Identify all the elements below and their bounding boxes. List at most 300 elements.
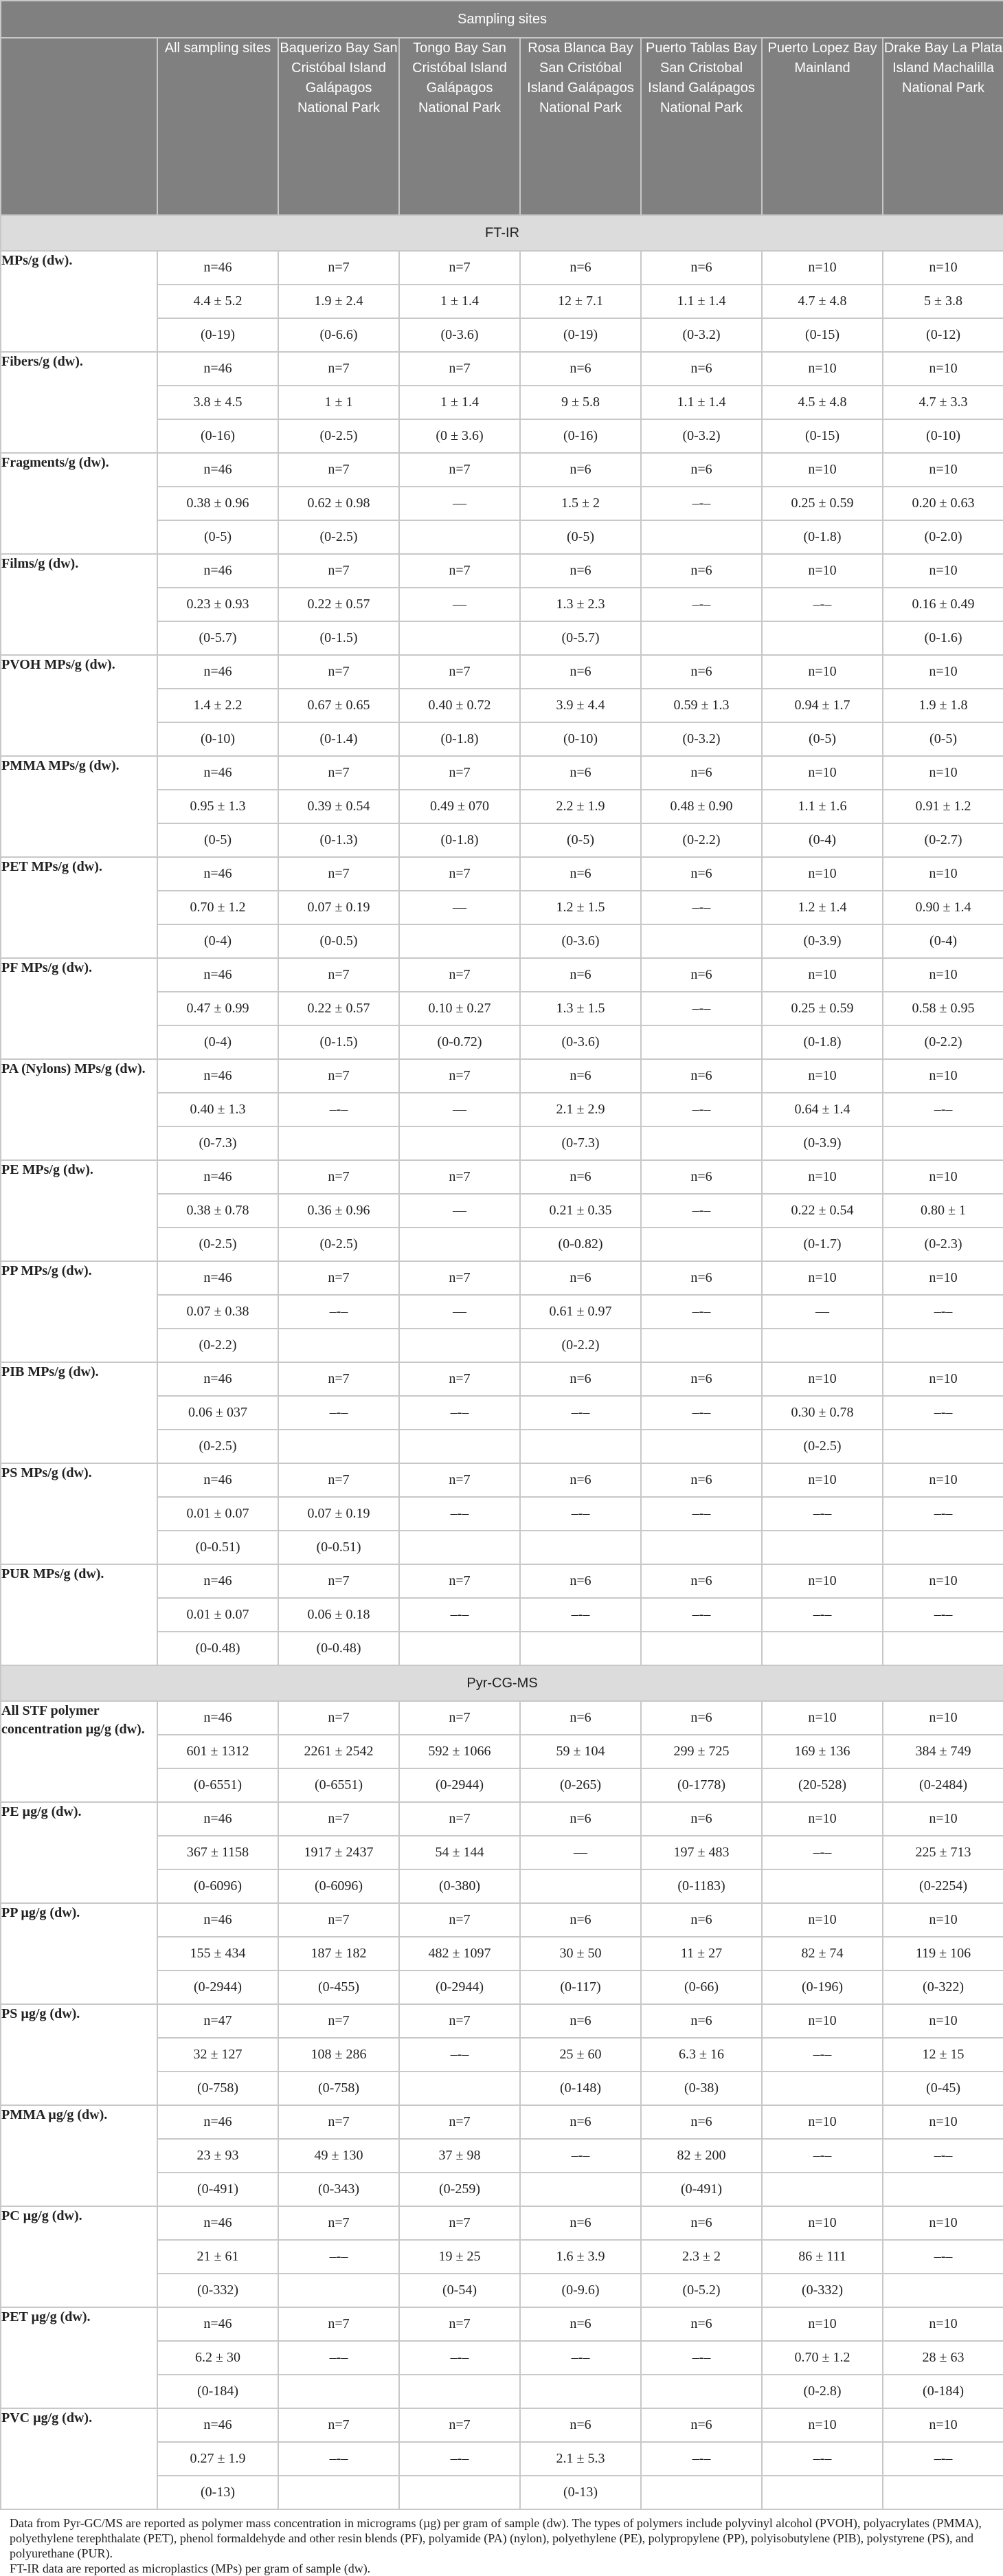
range-cell: (0-3.9)	[762, 1126, 883, 1160]
mean-sd-cell: 0.07 ± 0.19	[278, 1497, 399, 1531]
range-cell: (0-1.8)	[399, 722, 520, 756]
sample-count-cell: n=46	[157, 958, 278, 992]
sample-count-cell: n=7	[278, 756, 399, 790]
row-label: PUR MPs/g (dw).	[1, 1564, 157, 1665]
range-cell	[278, 2476, 399, 2509]
sample-count-cell: n=46	[157, 1160, 278, 1194]
sample-count-cell: n=6	[520, 453, 641, 487]
sample-count-cell: n=7	[399, 1362, 520, 1396]
mean-sd-cell: –-–	[520, 2341, 641, 2375]
range-cell: (0-9.6)	[520, 2274, 641, 2307]
range-cell	[520, 2375, 641, 2408]
sample-count-cell: n=7	[399, 1261, 520, 1295]
sample-count-cell: n=10	[883, 1903, 1003, 1937]
sample-count-cell: n=6	[641, 1059, 762, 1093]
mean-sd-cell: 592 ± 1066	[399, 1735, 520, 1768]
sample-count-cell: n=7	[399, 2206, 520, 2240]
range-cell	[399, 1329, 520, 1362]
range-cell: (0-3.6)	[520, 1025, 641, 1059]
sample-count-cell: n=46	[157, 1701, 278, 1735]
table-row	[1, 1564, 1003, 1598]
mean-sd-cell: 0.91 ± 1.2	[883, 790, 1003, 823]
range-cell: (0-380)	[399, 1869, 520, 1903]
mean-sd-cell: 0.58 ± 0.95	[883, 992, 1003, 1025]
mean-sd-cell: –-–	[520, 1497, 641, 1531]
range-cell	[399, 924, 520, 958]
mean-sd-cell: 6.3 ± 16	[641, 2038, 762, 2072]
mean-sd-cell: –-–	[641, 2442, 762, 2476]
mean-sd-cell: –-–	[641, 1396, 762, 1430]
range-cell	[641, 1228, 762, 1261]
sample-count-cell: n=10	[883, 655, 1003, 689]
range-cell	[641, 1025, 762, 1059]
range-cell: (0-4)	[157, 1025, 278, 1059]
range-cell	[762, 1869, 883, 1903]
range-cell	[399, 520, 520, 554]
sample-count-cell: n=46	[157, 2307, 278, 2341]
range-cell: (0-4)	[883, 924, 1003, 958]
mean-sd-cell: 108 ± 286	[278, 2038, 399, 2072]
mean-sd-cell: 119 ± 106	[883, 1937, 1003, 1970]
sample-count-cell: n=10	[883, 2105, 1003, 2139]
mean-sd-cell: 0.95 ± 1.3	[157, 790, 278, 823]
sample-count-cell: n=6	[520, 1701, 641, 1735]
mean-sd-cell: —	[399, 588, 520, 621]
mean-sd-cell: –-–	[641, 2341, 762, 2375]
sample-count-cell: n=10	[762, 2408, 883, 2442]
table-footnotes	[0, 2510, 1003, 2576]
mean-sd-cell: 4.7 ± 3.3	[883, 386, 1003, 419]
row-label: All STF polymer concentration µg/g (dw).	[1, 1701, 157, 1802]
range-cell: (0-6096)	[157, 1869, 278, 1903]
range-cell: (0-1.8)	[399, 823, 520, 857]
section-title: FT-IR	[1, 215, 1003, 251]
sample-count-cell: n=7	[278, 554, 399, 588]
range-cell: (0-0.5)	[278, 924, 399, 958]
table-row	[1, 1160, 1003, 1194]
mean-sd-cell: 12 ± 15	[883, 2038, 1003, 2072]
range-cell: (0-3.2)	[641, 419, 762, 453]
sample-count-cell: n=46	[157, 1903, 278, 1937]
sample-count-cell: n=6	[641, 1160, 762, 1194]
row-label: PA (Nylons) MPs/g (dw).	[1, 1059, 157, 1160]
table-row	[1, 2307, 1003, 2341]
row-label: PP µg/g (dw).	[1, 1903, 157, 2004]
range-cell: (0-3.2)	[641, 722, 762, 756]
mean-sd-cell: 82 ± 74	[762, 1937, 883, 1970]
mean-sd-cell: 5 ± 3.8	[883, 285, 1003, 318]
column-header-row	[1, 38, 1003, 215]
mean-sd-cell: 0.10 ± 0.27	[399, 992, 520, 1025]
range-cell	[641, 1126, 762, 1160]
sample-count-cell: n=10	[883, 857, 1003, 891]
range-cell: (0-184)	[157, 2375, 278, 2408]
mean-sd-cell: 0.22 ± 0.57	[278, 588, 399, 621]
range-cell: (0-19)	[157, 318, 278, 352]
table-row	[1, 251, 1003, 285]
range-cell: (0-117)	[520, 1970, 641, 2004]
table-row	[1, 1059, 1003, 1093]
sample-count-cell: n=10	[883, 2307, 1003, 2341]
range-cell: (0-7.3)	[520, 1126, 641, 1160]
mean-sd-cell: 11 ± 27	[641, 1937, 762, 1970]
range-cell	[762, 2476, 883, 2509]
range-cell: (0-4)	[157, 924, 278, 958]
sample-count-cell: n=46	[157, 2408, 278, 2442]
mean-sd-cell: 1.2 ± 1.4	[762, 891, 883, 924]
sample-count-cell: n=10	[762, 1701, 883, 1735]
sample-count-cell: n=46	[157, 1261, 278, 1295]
range-cell: (0-184)	[883, 2375, 1003, 2408]
sample-count-cell: n=7	[399, 1903, 520, 1937]
row-label: PET µg/g (dw).	[1, 2307, 157, 2408]
sample-count-cell: n=10	[883, 352, 1003, 386]
sample-count-cell: n=6	[641, 1802, 762, 1836]
mean-sd-cell: 1.1 ± 1.4	[641, 386, 762, 419]
mean-sd-cell: 0.38 ± 0.96	[157, 487, 278, 520]
sample-count-cell: n=10	[762, 352, 883, 386]
mean-sd-cell: –-–	[641, 1497, 762, 1531]
range-cell: (0-2.5)	[762, 1430, 883, 1463]
table-header	[1, 1, 1003, 215]
mean-sd-cell: –-–	[762, 2139, 883, 2173]
sample-count-cell: n=46	[157, 251, 278, 285]
sample-count-cell: n=10	[762, 756, 883, 790]
range-cell: (0-2.2)	[520, 1329, 641, 1362]
range-cell	[762, 1531, 883, 1564]
sample-count-cell: n=10	[762, 2004, 883, 2038]
range-cell: (0-1.3)	[278, 823, 399, 857]
mean-sd-cell: 0.01 ± 0.07	[157, 1497, 278, 1531]
row-label: Fragments/g (dw).	[1, 453, 157, 554]
sample-count-cell: n=6	[520, 2105, 641, 2139]
sample-count-cell: n=10	[762, 1261, 883, 1295]
mean-sd-cell: 1.3 ± 1.5	[520, 992, 641, 1025]
mean-sd-cell: 1 ± 1.4	[399, 285, 520, 318]
range-cell	[399, 621, 520, 655]
sample-count-cell: n=6	[520, 1564, 641, 1598]
mean-sd-cell: 0.70 ± 1.2	[157, 891, 278, 924]
mean-sd-cell: –-–	[641, 1093, 762, 1126]
mean-sd-cell: 19 ± 25	[399, 2240, 520, 2274]
mean-sd-cell: 1.2 ± 1.5	[520, 891, 641, 924]
mean-sd-cell: –-–	[278, 1396, 399, 1430]
sample-count-cell: n=6	[641, 2004, 762, 2038]
range-cell: (0-66)	[641, 1970, 762, 2004]
mean-sd-cell: 3.8 ± 4.5	[157, 386, 278, 419]
footnote: Data from Pyr-GC/MS are reported as polymer mass concentration in micrograms (µg) per gram of sample (dw). The types of polymers include polyvinyl alcohol (PVOH), polyacrylates (PMMA), polyethylene terephthalate (PET), phenol formaldehyde and other resin blends (PF), polyamide (PA) (nylon), polyethylene (PE), polypropylene (PP), polyisobutylene (PIB), polystyrene (PS), and polyurethane (PUR).	[10, 2516, 982, 2560]
sample-count-cell: n=6	[520, 1261, 641, 1295]
column-header: Baquerizo Bay San Cristóbal Island Galápagos National Park	[278, 38, 399, 215]
sample-count-cell: n=10	[883, 2004, 1003, 2038]
sample-count-cell: n=10	[762, 1564, 883, 1598]
sample-count-cell: n=10	[762, 958, 883, 992]
range-cell: (0-1.8)	[762, 520, 883, 554]
range-cell	[641, 1329, 762, 1362]
row-label: PMMA µg/g (dw).	[1, 2105, 157, 2206]
range-cell	[883, 1531, 1003, 1564]
sample-count-cell: n=7	[399, 958, 520, 992]
mean-sd-cell: 0.25 ± 0.59	[762, 992, 883, 1025]
sample-count-cell: n=46	[157, 352, 278, 386]
mean-sd-cell: 86 ± 111	[762, 2240, 883, 2274]
range-cell	[399, 1632, 520, 1665]
mean-sd-cell: 601 ± 1312	[157, 1735, 278, 1768]
range-cell	[762, 621, 883, 655]
range-cell	[520, 1430, 641, 1463]
sample-count-cell: n=7	[399, 2105, 520, 2139]
mean-sd-cell: –-–	[883, 1396, 1003, 1430]
range-cell	[883, 2173, 1003, 2206]
range-cell: (0-5)	[520, 823, 641, 857]
mean-sd-cell: –-–	[762, 1497, 883, 1531]
range-cell: (0-0.51)	[157, 1531, 278, 1564]
range-cell: (0-3.6)	[399, 318, 520, 352]
mean-sd-cell: –-–	[399, 2341, 520, 2375]
range-cell	[278, 2274, 399, 2307]
mean-sd-cell: 1.1 ± 1.4	[641, 285, 762, 318]
range-cell	[399, 1430, 520, 1463]
sample-count-cell: n=10	[762, 1059, 883, 1093]
range-cell: (0-6096)	[278, 1869, 399, 1903]
sample-count-cell: n=7	[399, 857, 520, 891]
range-cell: (0-491)	[641, 2173, 762, 2206]
sample-count-cell: n=46	[157, 756, 278, 790]
row-label: PS µg/g (dw).	[1, 2004, 157, 2105]
sample-count-cell: n=10	[883, 1463, 1003, 1497]
row-label: PVC µg/g (dw).	[1, 2408, 157, 2509]
table-row	[1, 554, 1003, 588]
mean-sd-cell: 0.39 ± 0.54	[278, 790, 399, 823]
sample-count-cell: n=6	[641, 1564, 762, 1598]
mean-sd-cell: 0.01 ± 0.07	[157, 1598, 278, 1632]
sample-count-cell: n=7	[278, 655, 399, 689]
range-cell: (0-5)	[157, 823, 278, 857]
mean-sd-cell: –-–	[278, 2442, 399, 2476]
sample-count-cell: n=6	[641, 1701, 762, 1735]
mean-sd-cell: 12 ± 7.1	[520, 285, 641, 318]
mean-sd-cell: 37 ± 98	[399, 2139, 520, 2173]
mean-sd-cell: 0.62 ± 0.98	[278, 487, 399, 520]
range-cell	[641, 924, 762, 958]
top-header: Sampling sites	[1, 1, 1003, 38]
sample-count-cell: n=6	[641, 756, 762, 790]
range-cell: (0-0.51)	[278, 1531, 399, 1564]
sample-count-cell: n=7	[278, 1362, 399, 1396]
row-label: PMMA MPs/g (dw).	[1, 756, 157, 857]
row-label: PVOH MPs/g (dw).	[1, 655, 157, 756]
range-cell: (0-758)	[157, 2072, 278, 2105]
mean-sd-cell: 28 ± 63	[883, 2341, 1003, 2375]
sample-count-cell: n=7	[278, 857, 399, 891]
mean-sd-cell: –-–	[278, 1093, 399, 1126]
mean-sd-cell: —	[762, 1295, 883, 1329]
mean-sd-cell: 169 ± 136	[762, 1735, 883, 1768]
mean-sd-cell: —	[399, 1093, 520, 1126]
range-cell: (0-2.5)	[278, 419, 399, 453]
mean-sd-cell: 0.21 ± 0.35	[520, 1194, 641, 1228]
sample-count-cell: n=6	[520, 554, 641, 588]
range-cell: (0-10)	[520, 722, 641, 756]
mean-sd-cell: 0.22 ± 0.57	[278, 992, 399, 1025]
sample-count-cell: n=6	[641, 1463, 762, 1497]
mean-sd-cell: –-–	[278, 2240, 399, 2274]
sample-count-cell: n=46	[157, 1564, 278, 1598]
sample-count-cell: n=7	[278, 1701, 399, 1735]
mean-sd-cell: 0.90 ± 1.4	[883, 891, 1003, 924]
mean-sd-cell: 0.80 ± 1	[883, 1194, 1003, 1228]
mean-sd-cell: –-–	[278, 1295, 399, 1329]
sample-count-cell: n=7	[278, 1802, 399, 1836]
mean-sd-cell: 1 ± 1.4	[399, 386, 520, 419]
sample-count-cell: n=6	[520, 1362, 641, 1396]
range-cell: (0-6.6)	[278, 318, 399, 352]
table-row	[1, 857, 1003, 891]
row-label: PS MPs/g (dw).	[1, 1463, 157, 1564]
mean-sd-cell: 1.3 ± 2.3	[520, 588, 641, 621]
sample-count-cell: n=10	[883, 1802, 1003, 1836]
range-cell: (0-2.8)	[762, 2375, 883, 2408]
range-cell: (0-2.3)	[883, 1228, 1003, 1261]
sample-count-cell: n=7	[399, 554, 520, 588]
sample-count-cell: n=6	[641, 1362, 762, 1396]
sample-count-cell: n=6	[520, 1802, 641, 1836]
sample-count-cell: n=10	[883, 2408, 1003, 2442]
column-header: Rosa Blanca Bay San Cristóbal Island Galápagos National Park	[520, 38, 641, 215]
range-cell: (0-2.7)	[883, 823, 1003, 857]
sample-count-cell: n=6	[641, 2105, 762, 2139]
mean-sd-cell: 225 ± 713	[883, 1836, 1003, 1869]
sample-count-cell: n=10	[883, 453, 1003, 487]
mean-sd-cell: 0.36 ± 0.96	[278, 1194, 399, 1228]
mean-sd-cell: 2.1 ± 2.9	[520, 1093, 641, 1126]
range-cell: (0-16)	[520, 419, 641, 453]
sample-count-cell: n=6	[641, 352, 762, 386]
range-cell: (0-332)	[157, 2274, 278, 2307]
range-cell	[278, 1126, 399, 1160]
sample-count-cell: n=46	[157, 2105, 278, 2139]
range-cell	[399, 1531, 520, 1564]
mean-sd-cell: 9 ± 5.8	[520, 386, 641, 419]
range-cell: (0-2.2)	[641, 823, 762, 857]
range-cell: (0-12)	[883, 318, 1003, 352]
range-cell: (0-2.5)	[157, 1430, 278, 1463]
table-row	[1, 2206, 1003, 2240]
sample-count-cell: n=7	[278, 1564, 399, 1598]
sample-count-cell: n=7	[278, 1903, 399, 1937]
mean-sd-cell: –-–	[883, 2442, 1003, 2476]
row-label: PE MPs/g (dw).	[1, 1160, 157, 1261]
range-cell: (0-196)	[762, 1970, 883, 2004]
range-cell	[520, 1869, 641, 1903]
sample-count-cell: n=6	[641, 958, 762, 992]
sample-count-cell: n=6	[520, 352, 641, 386]
table-row	[1, 1701, 1003, 1735]
range-cell	[762, 1632, 883, 1665]
range-cell: (0-455)	[278, 1970, 399, 2004]
table-row	[1, 1802, 1003, 1836]
mean-sd-cell: 4.4 ± 5.2	[157, 285, 278, 318]
range-cell	[278, 1329, 399, 1362]
sample-count-cell: n=6	[520, 857, 641, 891]
mean-sd-cell: –-–	[883, 2139, 1003, 2173]
range-cell: (0-19)	[520, 318, 641, 352]
range-cell: (0-1.5)	[278, 1025, 399, 1059]
row-label: PC µg/g (dw).	[1, 2206, 157, 2307]
sample-count-cell: n=7	[278, 251, 399, 285]
range-cell	[399, 1228, 520, 1261]
section-header-row	[1, 215, 1003, 251]
range-cell: (0-15)	[762, 419, 883, 453]
range-cell: (0-2.5)	[157, 1228, 278, 1261]
column-header	[1, 38, 157, 215]
row-label: PIB MPs/g (dw).	[1, 1362, 157, 1463]
mean-sd-cell: 6.2 ± 30	[157, 2341, 278, 2375]
sample-count-cell: n=10	[762, 1362, 883, 1396]
table-row	[1, 1903, 1003, 1937]
mean-sd-cell: 0.20 ± 0.63	[883, 487, 1003, 520]
range-cell: (0-758)	[278, 2072, 399, 2105]
sample-count-cell: n=46	[157, 857, 278, 891]
sample-count-cell: n=10	[883, 756, 1003, 790]
range-cell: (0-0.48)	[278, 1632, 399, 1665]
sample-count-cell: n=6	[520, 756, 641, 790]
range-cell	[520, 1632, 641, 1665]
row-label: PET MPs/g (dw).	[1, 857, 157, 958]
mean-sd-cell: 0.94 ± 1.7	[762, 689, 883, 722]
range-cell	[278, 1430, 399, 1463]
mean-sd-cell: –-–	[399, 1497, 520, 1531]
mean-sd-cell: –-–	[641, 588, 762, 621]
mean-sd-cell: 0.47 ± 0.99	[157, 992, 278, 1025]
range-cell: (0-2.2)	[157, 1329, 278, 1362]
mean-sd-cell: 0.67 ± 0.65	[278, 689, 399, 722]
sample-count-cell: n=10	[883, 1362, 1003, 1396]
range-cell: (0-6551)	[278, 1768, 399, 1802]
mean-sd-cell: 0.16 ± 0.49	[883, 588, 1003, 621]
range-cell: (0-2484)	[883, 1768, 1003, 1802]
mean-sd-cell: 0.23 ± 0.93	[157, 588, 278, 621]
mean-sd-cell: –-–	[520, 2139, 641, 2173]
mean-sd-cell: 25 ± 60	[520, 2038, 641, 2072]
mean-sd-cell: 0.22 ± 0.54	[762, 1194, 883, 1228]
sample-count-cell: n=7	[399, 1463, 520, 1497]
range-cell	[641, 1430, 762, 1463]
mean-sd-cell: –-–	[641, 1295, 762, 1329]
mean-sd-cell: 0.64 ± 1.4	[762, 1093, 883, 1126]
mean-sd-cell: 32 ± 127	[157, 2038, 278, 2072]
table-row	[1, 655, 1003, 689]
mean-sd-cell: 1.5 ± 2	[520, 487, 641, 520]
range-cell: (0-265)	[520, 1768, 641, 1802]
range-cell: (0-15)	[762, 318, 883, 352]
mean-sd-cell: 482 ± 1097	[399, 1937, 520, 1970]
mean-sd-cell: 2.1 ± 5.3	[520, 2442, 641, 2476]
mean-sd-cell: –-–	[883, 1497, 1003, 1531]
mean-sd-cell: –-–	[520, 1598, 641, 1632]
sample-count-cell: n=10	[883, 958, 1003, 992]
sample-count-cell: n=6	[641, 251, 762, 285]
sample-count-cell: n=7	[278, 2206, 399, 2240]
sample-count-cell: n=46	[157, 2206, 278, 2240]
row-label: Films/g (dw).	[1, 554, 157, 655]
mean-sd-cell: 54 ± 144	[399, 1836, 520, 1869]
range-cell: (0-5.7)	[520, 621, 641, 655]
mean-sd-cell: 0.30 ± 0.78	[762, 1396, 883, 1430]
sample-count-cell: n=7	[278, 958, 399, 992]
sample-count-cell: n=6	[641, 1261, 762, 1295]
mean-sd-cell: 155 ± 434	[157, 1937, 278, 1970]
